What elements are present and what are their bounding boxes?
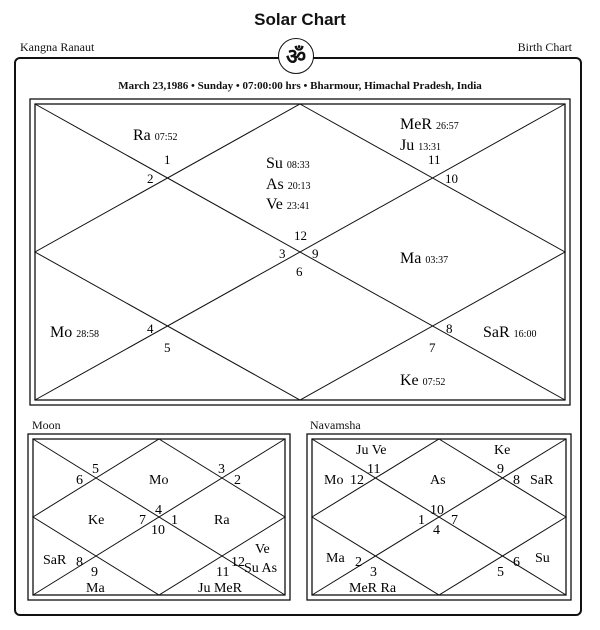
- planet-mer: MeR 26:57: [400, 116, 459, 133]
- house-number: 1: [171, 513, 178, 528]
- planet-label: Ju MeR: [198, 581, 242, 596]
- house-number: 11: [367, 462, 381, 477]
- house-number: 6: [513, 555, 520, 570]
- house-number: 6: [296, 264, 303, 279]
- house-number: 8: [446, 321, 453, 336]
- planet-label: Ma: [86, 581, 105, 596]
- house-number: 11: [216, 565, 230, 580]
- planet-label: SaR: [530, 473, 554, 488]
- house-number: 12: [294, 228, 307, 243]
- main-chart-planets: [50, 116, 536, 389]
- house-number: 7: [451, 513, 458, 528]
- house-number: 1: [418, 513, 425, 528]
- planet-ve: Ve 23:41: [266, 196, 310, 213]
- house-number: 4: [433, 523, 440, 538]
- house-number: 2: [355, 555, 362, 570]
- house-number: 4: [155, 503, 162, 518]
- birth-details: March 23,1986 • Sunday • 07:00:00 hrs • Bharmour, Himachal Pradesh, India: [118, 80, 482, 92]
- house-number: 5: [92, 462, 99, 477]
- planet-ra: Ra 07:52: [133, 127, 178, 144]
- planet-mo: Mo 28:58: [50, 324, 100, 341]
- house-number: 10: [151, 523, 165, 538]
- planet-label: Mo: [324, 473, 344, 488]
- navamsha-chart-planets: [324, 443, 554, 596]
- house-number: 1: [164, 152, 171, 167]
- house-number: 2: [234, 473, 241, 488]
- house-number: 5: [164, 340, 171, 355]
- house-number: 6: [76, 473, 83, 488]
- house-number: 9: [497, 462, 504, 477]
- page-title: Solar Chart: [254, 10, 346, 29]
- house-number: 3: [279, 246, 286, 261]
- planet-ju: Ju 13:31: [400, 137, 442, 154]
- house-number: 7: [139, 513, 146, 528]
- house-number: 4: [147, 321, 154, 336]
- native-name: Kangna Ranaut: [20, 40, 95, 54]
- house-number: 10: [430, 503, 444, 518]
- planet-label: Ve: [255, 542, 270, 557]
- planet-as: As 20:13: [266, 176, 311, 193]
- house-number: 12: [231, 555, 245, 570]
- house-number: 9: [91, 565, 98, 580]
- planet-label: Ma: [326, 551, 345, 566]
- planet-ma: Ma 03:37: [400, 250, 449, 267]
- planet-ke: Ke 07:52: [400, 372, 446, 389]
- house-number: 8: [513, 473, 520, 488]
- planet-label: Su: [535, 551, 550, 566]
- planet-label: Mo: [149, 473, 169, 488]
- house-number: 10: [445, 171, 458, 186]
- house-number: 2: [147, 171, 154, 186]
- planet-label: Su As: [244, 561, 278, 576]
- planet-label: SaR: [43, 553, 67, 568]
- chart-type-label: Birth Chart: [517, 40, 572, 54]
- house-number: 12: [350, 473, 364, 488]
- house-number: 9: [312, 246, 319, 261]
- om-icon: ॐ: [278, 38, 314, 74]
- planet-label: Ke: [88, 513, 105, 528]
- planet-label: Ju Ve: [356, 443, 387, 458]
- planet-su: Su 08:33: [266, 155, 310, 172]
- planet-label: As: [430, 473, 446, 488]
- navamsha-chart-label: Navamsha: [310, 418, 361, 432]
- moon-chart-label: Moon: [32, 418, 61, 432]
- planet-label: Ke: [494, 443, 511, 458]
- house-number: 7: [429, 340, 436, 355]
- house-number: 5: [497, 565, 504, 580]
- house-number: 8: [76, 555, 83, 570]
- planet-label: MeR Ra: [349, 581, 397, 596]
- planet-label: Ra: [214, 513, 230, 528]
- house-number: 11: [428, 152, 441, 167]
- house-number: 3: [218, 462, 225, 477]
- house-number: 3: [370, 565, 377, 580]
- planet-sar: SaR 16:00: [483, 324, 537, 341]
- main-chart: [30, 99, 570, 405]
